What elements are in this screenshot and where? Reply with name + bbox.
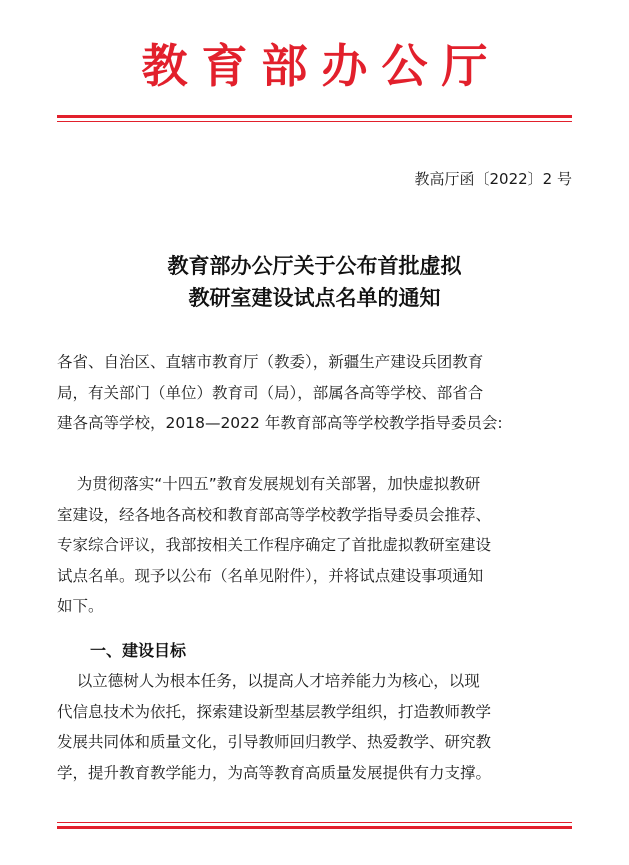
footer-red-rule-thin (57, 822, 572, 823)
header-red-rule-thin (57, 121, 572, 122)
footer-red-rule-thick (57, 826, 572, 829)
text-line: 为贯彻落实“十四五”教育发展规划有关部署，加快虚拟教研 (57, 475, 481, 493)
text-line: 如下。 (57, 597, 104, 615)
document-title-line: 教育部办公厅关于公布首批虚拟 (167, 254, 462, 278)
text-line: 局，有关部门（单位）教育司（局），部属各高等学校、部省合 (57, 383, 484, 402)
text-line: 以立德树人为根本任务，以提高人才培养能力为核心，以现 (57, 672, 480, 690)
document-number: 教高厅函〔2022〕2 号 (414, 170, 572, 188)
text-line: 室建设，经各地各高校和教育部高等学校教学指导委员会推荐、 (57, 505, 492, 524)
text-line: 建各高等学校，2018—2022 年教育部高等学校教学指导委员会: (57, 414, 503, 432)
text-line: 发展共同体和质量文化，引导教师回归教学、热爱教学、研究教 (57, 733, 492, 751)
text-line: 各省、自治区、直辖市教育厅（教委），新疆生产建设兵团教育 (57, 353, 484, 371)
intro-paragraph (57, 469, 577, 622)
text-line: 学，提升教育教学能力，为高等教育高质量发展提供有力支撑。 (57, 763, 492, 782)
document-title-line: 教研室建设试点名单的通知 (188, 286, 441, 310)
issuer-header: 教育部办公厅 (141, 39, 502, 93)
text-line: 代信息技术为依托，探索建设新型基层教学组织，打造教师教学 (57, 702, 492, 721)
text-line: 专家综合评议，我部按相关工作程序确定了首批虚拟教研室建设 (57, 536, 492, 554)
addressee-block (57, 347, 577, 439)
section-paragraph (57, 666, 577, 788)
document-title (0, 250, 629, 314)
section-heading: 一、建设目标 (90, 641, 187, 660)
text-line: 试点名单。现予以公布（名单见附件），并将试点建设事项通知 (57, 566, 484, 585)
header-red-rule-thick (57, 115, 572, 118)
